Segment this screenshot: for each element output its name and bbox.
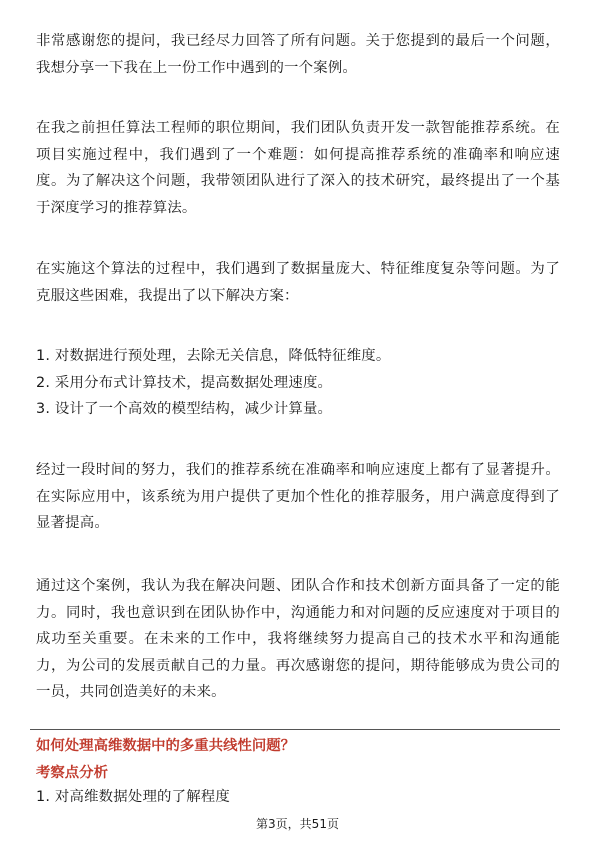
paragraph-results: 经过一段时间的努力，我们的推荐系统在准确率和响应速度上都有了显著提升。在实际应用中，该系统为用户提供了更加个性化的推荐服务，用户满意度得到了显著提高。 <box>36 462 560 531</box>
list-item: 1. 对数据进行预处理，去除无关信息，降低特征维度。 <box>36 348 391 364</box>
paragraph-conclusion: 通过这个案例，我认为我在解决问题、团队合作和技术创新方面具备了一定的能力。同时，我也意识到在团队协作中，沟通能力和对问题的反应速度对于项目的成功至关重要。在未来的工作中，我将继续努力提高自己的技术水平和沟通能力，为公司的发展贡献自己的力量。再次感谢您的提问，期待能够成为贵公司的一员，共同创造美好的未来。 <box>36 578 560 700</box>
analysis-point: 1. 对高维数据处理的了解程度 <box>36 789 230 805</box>
paragraph-case-background: 在我之前担任算法工程师的职位期间，我们团队负责开发一款智能推荐系统。在项目实施过程中，我们遇到了一个难题：如何提高推荐系统的准确率和响应速度。为了解决这个问题，我带领团队进行了深入的技术研究，最终提出了一个基于深度学习的推荐算法。 <box>36 120 560 216</box>
solution-list <box>36 343 560 423</box>
list-item: 3. 设计了一个高效的模型结构，减少计算量。 <box>36 401 333 417</box>
question-title: 如何处理高维数据中的多重共线性问题？ <box>36 738 296 754</box>
section-divider <box>30 729 560 730</box>
analysis-section-title: 考察点分析 <box>36 765 108 781</box>
next-question-block <box>36 734 560 809</box>
paragraph-intro: 非常感谢您的提问，我已经尽力回答了所有问题。关于您提到的最后一个问题，我想分享一下我在上一份工作中遇到的一个案例。 <box>36 33 560 76</box>
page-number: 第3页，共51页 <box>256 817 339 831</box>
list-item: 2. 采用分布式计算技术，提高数据处理速度。 <box>36 374 333 391</box>
paragraph-challenges: 在实施这个算法的过程中，我们遇到了数据量庞大、特征维度复杂等问题。为了克服这些困难，我提出了以下解决方案： <box>36 261 560 304</box>
